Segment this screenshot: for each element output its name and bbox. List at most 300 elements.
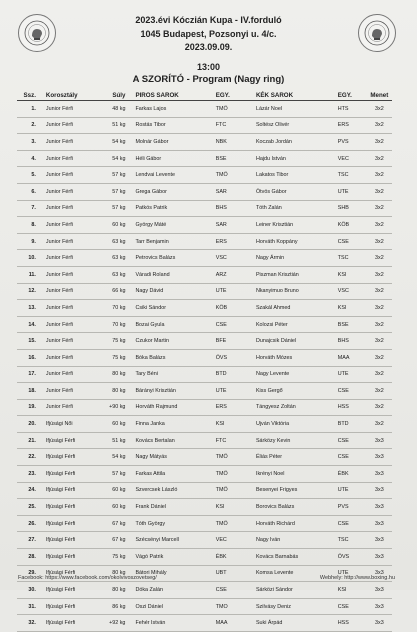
table-row — [17, 615, 392, 632]
cell-piros-sarok: Farkas Lajos — [127, 101, 213, 118]
table-row — [17, 300, 392, 317]
cell-ssz: 8. — [17, 217, 38, 234]
table-row — [17, 383, 392, 400]
cell-piros-sarok: Farkas Attila — [127, 466, 213, 483]
cell-korosztaly: Ifjúsági Férfi — [38, 582, 99, 599]
cell-suly: 67 kg — [99, 515, 127, 532]
table-row — [17, 349, 392, 366]
cell-egy-red: SAR — [214, 183, 248, 200]
table-row — [17, 416, 392, 433]
table-row — [17, 598, 392, 615]
cell-ssz: 15. — [17, 333, 38, 350]
cell-kek-sarok: Dunajcsik Dániel — [248, 333, 336, 350]
footer-website: Webhely: http://www.boxing.hu — [319, 575, 395, 581]
cell-piros-sarok: Nagy Dávid — [127, 283, 213, 300]
cell-kek-sarok: Éliás Péter — [248, 449, 336, 466]
cell-piros-sarok: Finna Janka — [127, 416, 213, 433]
cell-kek-sarok: Tóth Zalán — [248, 200, 336, 217]
cell-egy-red: VEC — [214, 532, 248, 549]
cell-piros-sarok: Vágó Patrik — [127, 549, 213, 566]
cell-egy-red: UBT — [214, 565, 248, 582]
cell-ssz: 6. — [17, 183, 38, 200]
cell-piros-sarok: Horváth Rajmund — [127, 399, 213, 416]
cell-kek-sarok: Nagy Ármin — [248, 250, 336, 267]
cell-ssz: 1. — [17, 101, 38, 118]
cell-korosztaly: Ifjúsági Férfi — [38, 532, 99, 549]
cell-egy-red: NBK — [214, 134, 248, 151]
cell-egy-red: KSI — [214, 499, 248, 516]
cell-korosztaly: Junior Férfi — [38, 200, 99, 217]
table-row — [17, 399, 392, 416]
cell-kek-sarok: Szakál Ahmed — [248, 300, 336, 317]
table-row — [17, 283, 392, 300]
cell-piros-sarok: Molnár Gábor — [127, 134, 213, 151]
cell-ssz: 13. — [17, 300, 38, 317]
cell-piros-sarok: Lendvai Levente — [127, 167, 213, 184]
cell-korosztaly: Junior Férfi — [38, 167, 99, 184]
cell-kek-sarok: Ujván Viktória — [248, 416, 336, 433]
cell-egy-red: MAA — [214, 615, 248, 632]
cell-menet: 3x2 — [367, 117, 392, 134]
cell-egy-red: TMÖ — [214, 449, 248, 466]
cell-kek-sarok: Sárközy Kevin — [248, 432, 336, 449]
cell-korosztaly: Junior Férfi — [38, 233, 99, 250]
cell-piros-sarok: Szvercsek László — [127, 482, 213, 499]
cell-menet: 3x2 — [367, 266, 392, 283]
cell-kek-sarok: Nkanyimuo Bruno — [248, 283, 336, 300]
cell-korosztaly: Ifjúsági Férfi — [38, 598, 99, 615]
cell-egy-blue: KSI — [336, 300, 367, 317]
cell-korosztaly: Junior Férfi — [38, 383, 99, 400]
cell-suly: 75 kg — [99, 349, 127, 366]
cell-ssz: 28. — [17, 549, 38, 566]
cell-menet: 3x2 — [367, 101, 392, 118]
cell-piros-sarok: Dóka Zalán — [127, 582, 213, 599]
table-row — [17, 549, 392, 566]
cell-egy-red: ÖVS — [214, 349, 248, 366]
cell-korosztaly: Junior Férfi — [38, 183, 99, 200]
cell-egy-blue: UTE — [336, 565, 367, 582]
cell-piros-sarok: Bátori Mihály — [127, 565, 213, 582]
cell-korosztaly: Junior Férfi — [38, 333, 99, 350]
cell-menet: 3x3 — [367, 499, 392, 516]
cell-kek-sarok: Szilvásy Deniz — [248, 598, 336, 615]
footer-facebook: Facebook: https://www.facebook.com/okolvivoszovetseg/ — [18, 575, 157, 581]
cell-kek-sarok: Piszman Krisztián — [248, 266, 336, 283]
cell-ssz: 5. — [17, 167, 38, 184]
cell-korosztaly: Ifjúsági Férfi — [38, 565, 99, 582]
cell-menet: 3x3 — [367, 482, 392, 499]
cell-egy-red: TMÖ — [214, 167, 248, 184]
cell-korosztaly: Junior Férfi — [38, 217, 99, 234]
cell-menet: 3x2 — [367, 399, 392, 416]
cell-egy-red: BTD — [214, 366, 248, 383]
cell-suly: 54 kg — [99, 150, 127, 167]
cell-menet: 3x2 — [367, 349, 392, 366]
cell-egy-blue: SHB — [336, 200, 367, 217]
cell-suly: 51 kg — [99, 432, 127, 449]
cell-menet: 3x3 — [367, 598, 392, 615]
cell-menet: 3x3 — [367, 515, 392, 532]
table-row — [17, 482, 392, 499]
cell-kek-sarok: Kolozsi Péter — [248, 316, 336, 333]
cell-piros-sarok: Szécsényi Marcell — [127, 532, 213, 549]
cell-ssz: 30. — [17, 582, 38, 599]
cell-korosztaly: Ifjúsági Női — [38, 416, 99, 433]
cell-kek-sarok: Suki Árpád — [248, 615, 336, 632]
cell-egy-blue: CSE — [336, 383, 367, 400]
cell-kek-sarok: Ikrényi Noel — [248, 466, 336, 483]
cell-menet: 3x3 — [367, 466, 392, 483]
cell-egy-red: KÖB — [214, 300, 248, 317]
cell-kek-sarok: Horváth Richárd — [248, 515, 336, 532]
federation-logo-right — [358, 14, 396, 52]
cell-piros-sarok: Váradi Roland — [127, 266, 213, 283]
cell-ssz: 21. — [17, 432, 38, 449]
cell-piros-sarok: Tarr Benjamin — [127, 233, 213, 250]
table-row — [17, 316, 392, 333]
start-time: 13:00 — [196, 62, 221, 72]
table-row — [17, 582, 392, 599]
cell-egy-red: VSC — [214, 250, 248, 267]
cell-menet: 3x3 — [367, 615, 392, 632]
cell-menet: 3x2 — [367, 333, 392, 350]
cell-egy-blue: HSS — [336, 399, 367, 416]
cell-suly: +92 kg — [99, 615, 127, 632]
cell-egy-red: ARZ — [214, 266, 248, 283]
cell-suly: 75 kg — [99, 549, 127, 566]
cell-piros-sarok: Czukor Martin — [127, 333, 213, 350]
cell-ssz: 7. — [17, 200, 38, 217]
cell-ssz: 27. — [17, 532, 38, 549]
cell-korosztaly: Junior Férfi — [38, 117, 99, 134]
cell-korosztaly: Junior Férfi — [38, 283, 99, 300]
cell-suly: 57 kg — [99, 466, 127, 483]
cell-suly: 63 kg — [99, 250, 127, 267]
cell-piros-sarok: Bárányi Krisztián — [127, 383, 213, 400]
cell-piros-sarok: Bóka Balázs — [127, 349, 213, 366]
table-row — [17, 217, 392, 234]
cell-kek-sarok: Koczab Jordán — [248, 134, 336, 151]
col-egy-red: EGY. — [214, 91, 248, 101]
cell-korosztaly: Junior Férfi — [38, 399, 99, 416]
cell-kek-sarok: Ötvös Gábor — [248, 183, 336, 200]
cell-egy-blue: KSI — [336, 266, 367, 283]
cell-suly: 70 kg — [99, 316, 127, 333]
cell-egy-red: CSE — [214, 316, 248, 333]
cell-egy-blue: UTE — [336, 482, 367, 499]
cell-suly: +90 kg — [99, 399, 127, 416]
cell-ssz: 11. — [17, 266, 38, 283]
cell-menet: 3x2 — [367, 416, 392, 433]
cell-korosztaly: Junior Férfi — [38, 366, 99, 383]
cell-korosztaly: Ifjúsági Férfi — [38, 466, 99, 483]
cell-piros-sarok: Rostás Tibor — [127, 117, 213, 134]
cell-korosztaly: Junior Férfi — [38, 316, 99, 333]
cell-kek-sarok: Leiner Krisztián — [248, 217, 336, 234]
cell-suly: 66 kg — [99, 283, 127, 300]
cell-korosztaly: Junior Férfi — [38, 134, 99, 151]
table-row — [17, 333, 392, 350]
cell-suly: 70 kg — [99, 300, 127, 317]
cell-suly: 60 kg — [99, 482, 127, 499]
cell-korosztaly: Ifjúsági Férfi — [38, 499, 99, 516]
table-row — [17, 250, 392, 267]
cell-kek-sarok: Kovács Barnabás — [248, 549, 336, 566]
cell-egy-blue: ERS — [336, 117, 367, 134]
cell-kek-sarok: Komsa Levente — [248, 565, 336, 582]
event-title: 2023.évi Kóczián Kupa - IV.forduló — [135, 15, 282, 25]
cell-korosztaly: Ifjúsági Férfi — [38, 432, 99, 449]
boxing-glove-emblem-icon — [24, 20, 50, 46]
cell-menet: 3x3 — [367, 449, 392, 466]
cell-korosztaly: Ifjúsági Férfi — [38, 549, 99, 566]
cell-menet: 3x2 — [367, 217, 392, 234]
cell-menet: 3x3 — [367, 565, 392, 582]
cell-menet: 3x3 — [367, 582, 392, 599]
cell-egy-blue: CSE — [336, 515, 367, 532]
cell-egy-red: TMO — [214, 598, 248, 615]
cell-menet: 3x2 — [367, 383, 392, 400]
cell-korosztaly: Junior Férfi — [38, 300, 99, 317]
table-row — [17, 101, 392, 118]
table-row — [17, 150, 392, 167]
cell-suly: 75 kg — [99, 333, 127, 350]
cell-ssz: 26. — [17, 515, 38, 532]
cell-egy-blue: KÖB — [336, 217, 367, 234]
cell-suly: 57 kg — [99, 183, 127, 200]
cell-menet: 3x2 — [367, 300, 392, 317]
cell-egy-blue: BHS — [336, 333, 367, 350]
cell-suly: 54 kg — [99, 449, 127, 466]
col-korosztaly: Korosztály — [38, 91, 99, 101]
cell-kek-sarok: Horváth Koppány — [248, 233, 336, 250]
cell-ssz: 32. — [17, 615, 38, 632]
cell-kek-sarok: Lázár Noel — [248, 101, 336, 118]
cell-suly: 54 kg — [99, 134, 127, 151]
cell-egy-red: TMÖ — [214, 101, 248, 118]
cell-ssz: 3. — [17, 134, 38, 151]
cell-menet: 3x2 — [367, 250, 392, 267]
cell-menet: 3x2 — [367, 316, 392, 333]
cell-egy-red: BSE — [214, 150, 248, 167]
cell-egy-red: UTE — [214, 283, 248, 300]
cell-suly: 86 kg — [99, 598, 127, 615]
col-kek-sarok: KÉK SAROK — [248, 91, 336, 101]
cell-piros-sarok: Héli Gábor — [127, 150, 213, 167]
cell-kek-sarok: Soltész Olivér — [248, 117, 336, 134]
cell-egy-red: ERS — [214, 399, 248, 416]
cell-ssz: 10. — [17, 250, 38, 267]
cell-kek-sarok: Nagy Levente — [248, 366, 336, 383]
table-row — [17, 499, 392, 516]
table-row — [17, 200, 392, 217]
cell-ssz: 2. — [17, 117, 38, 134]
cell-menet: 3x3 — [367, 532, 392, 549]
cell-suly: 63 kg — [99, 266, 127, 283]
cell-egy-blue: HTS — [336, 101, 367, 118]
cell-kek-sarok: Lakatos Tibor — [248, 167, 336, 184]
cell-egy-red: CSE — [214, 582, 248, 599]
cell-suly: 57 kg — [99, 167, 127, 184]
table-header-row — [17, 91, 392, 101]
table-row — [17, 466, 392, 483]
cell-egy-red: BFE — [214, 333, 248, 350]
cell-ssz: 16. — [17, 349, 38, 366]
cell-suly: 60 kg — [99, 416, 127, 433]
cell-ssz: 19. — [17, 399, 38, 416]
table-row — [17, 167, 392, 184]
cell-ssz: 20. — [17, 416, 38, 433]
cell-egy-red: FTC — [214, 117, 248, 134]
cell-menet: 3x2 — [367, 200, 392, 217]
cell-ssz: 29. — [17, 565, 38, 582]
federation-logo-left — [18, 14, 56, 52]
cell-menet: 3x2 — [367, 150, 392, 167]
cell-egy-blue: TSC — [336, 250, 367, 267]
table-row — [17, 134, 392, 151]
cell-korosztaly: Ifjúsági Férfi — [38, 449, 99, 466]
cell-egy-blue: UTE — [336, 366, 367, 383]
table-row — [17, 366, 392, 383]
cell-egy-red: UTE — [214, 383, 248, 400]
cell-ssz: 14. — [17, 316, 38, 333]
cell-korosztaly: Junior Férfi — [38, 150, 99, 167]
cell-menet: 3x3 — [367, 432, 392, 449]
cell-egy-red: BHS — [214, 200, 248, 217]
cell-egy-blue: PVS — [336, 134, 367, 151]
cell-menet: 3x2 — [367, 183, 392, 200]
cell-menet: 3x3 — [367, 549, 392, 566]
event-address: 1045 Budapest, Pozsonyi u. 4/c. — [140, 29, 277, 39]
cell-piros-sarok: Bozai Gyula — [127, 316, 213, 333]
cell-suly: 67 kg — [99, 532, 127, 549]
cell-kek-sarok: Borovics Balázs — [248, 499, 336, 516]
cell-kek-sarok: Hajdu István — [248, 150, 336, 167]
cell-egy-blue: VSC — [336, 283, 367, 300]
cell-ssz: 23. — [17, 466, 38, 483]
cell-ssz: 25. — [17, 499, 38, 516]
cell-egy-blue: ÉBK — [336, 466, 367, 483]
cell-egy-blue: CSE — [336, 449, 367, 466]
cell-korosztaly: Junior Férfi — [38, 250, 99, 267]
cell-ssz: 22. — [17, 449, 38, 466]
cell-egy-red: FTC — [214, 432, 248, 449]
cell-kek-sarok: Besenyei Frigyes — [248, 482, 336, 499]
cell-piros-sarok: Tary Béni — [127, 366, 213, 383]
cell-suly: 57 kg — [99, 200, 127, 217]
cell-korosztaly: Ifjúsági Férfi — [38, 615, 99, 632]
cell-piros-sarok: Oszi Dániel — [127, 598, 213, 615]
cell-korosztaly: Junior Férfi — [38, 266, 99, 283]
cell-egy-blue: CSE — [336, 432, 367, 449]
col-piros-sarok: PIROS SAROK — [127, 91, 213, 101]
col-menet: Menet — [367, 91, 392, 101]
cell-egy-blue: CSE — [336, 233, 367, 250]
cell-egy-blue: TSC — [336, 532, 367, 549]
cell-piros-sarok: Petrovics Balázs — [127, 250, 213, 267]
cell-egy-blue: TSC — [336, 167, 367, 184]
cell-kek-sarok: Sárközi Sándor — [248, 582, 336, 599]
cell-egy-red: TMÖ — [214, 515, 248, 532]
table-row — [17, 117, 392, 134]
cell-piros-sarok: Grega Gábor — [127, 183, 213, 200]
cell-kek-sarok: Horváth Mózes — [248, 349, 336, 366]
col-ssz: Ssz. — [17, 91, 38, 101]
table-row — [17, 532, 392, 549]
cell-egy-blue: BSE — [336, 316, 367, 333]
cell-suly: 80 kg — [99, 383, 127, 400]
cell-korosztaly: Ifjúsági Férfi — [38, 482, 99, 499]
cell-piros-sarok: Kovács Bertalan — [127, 432, 213, 449]
cell-korosztaly: Junior Férfi — [38, 101, 99, 118]
table-row — [17, 515, 392, 532]
cell-suly: 80 kg — [99, 565, 127, 582]
cell-kek-sarok: Tángyesz Zoltán — [248, 399, 336, 416]
cell-ssz: 31. — [17, 598, 38, 615]
col-egy-blue: EGY. — [336, 91, 367, 101]
cell-ssz: 4. — [17, 150, 38, 167]
cell-suly: 80 kg — [99, 366, 127, 383]
table-row — [17, 233, 392, 250]
cell-piros-sarok: Tóth György — [127, 515, 213, 532]
ring-program-title: A SZORÍTÓ - Program (Nagy ring) — [132, 74, 285, 85]
cell-menet: 3x2 — [367, 134, 392, 151]
cell-ssz: 18. — [17, 383, 38, 400]
table-row — [17, 183, 392, 200]
cell-suly: 80 kg — [99, 582, 127, 599]
cell-piros-sarok: Fehér István — [127, 615, 213, 632]
cell-suly: 63 kg — [99, 233, 127, 250]
cell-egy-blue: MAA — [336, 349, 367, 366]
cell-egy-red: SAR — [214, 217, 248, 234]
bout-schedule-table — [17, 91, 392, 632]
cell-menet: 3x2 — [367, 167, 392, 184]
cell-egy-blue: KSI — [336, 582, 367, 599]
cell-egy-blue: VEC — [336, 150, 367, 167]
cell-egy-red: TMÖ — [214, 482, 248, 499]
table-row — [17, 449, 392, 466]
cell-piros-sarok: György Máté — [127, 217, 213, 234]
cell-kek-sarok: Nagy Iván — [248, 532, 336, 549]
cell-ssz: 17. — [17, 366, 38, 383]
table-row — [17, 432, 392, 449]
cell-egy-red: KSI — [214, 416, 248, 433]
col-suly: Súly — [99, 91, 127, 101]
cell-ssz: 12. — [17, 283, 38, 300]
cell-egy-blue: ÖVS — [336, 549, 367, 566]
cell-piros-sarok: Patkós Patrik — [127, 200, 213, 217]
cell-menet: 3x2 — [367, 233, 392, 250]
cell-suly: 51 kg — [99, 117, 127, 134]
cell-kek-sarok: Kiss Gergő — [248, 383, 336, 400]
cell-suly: 60 kg — [99, 217, 127, 234]
cell-egy-blue: HSS — [336, 615, 367, 632]
event-date: 2023.09.09. — [184, 42, 233, 52]
cell-egy-red: ERS — [214, 233, 248, 250]
cell-korosztaly: Ifjúsági Férfi — [38, 515, 99, 532]
cell-egy-blue: PVS — [336, 499, 367, 516]
cell-egy-red: ÉBK — [214, 549, 248, 566]
boxing-glove-emblem-icon — [364, 20, 390, 46]
cell-piros-sarok: Nagy Mátyás — [127, 449, 213, 466]
cell-menet: 3x2 — [367, 283, 392, 300]
cell-suly: 48 kg — [99, 101, 127, 118]
cell-egy-red: TMÖ — [214, 466, 248, 483]
cell-piros-sarok: Csiki Sándor — [127, 300, 213, 317]
cell-suly: 60 kg — [99, 499, 127, 516]
cell-ssz: 24. — [17, 482, 38, 499]
